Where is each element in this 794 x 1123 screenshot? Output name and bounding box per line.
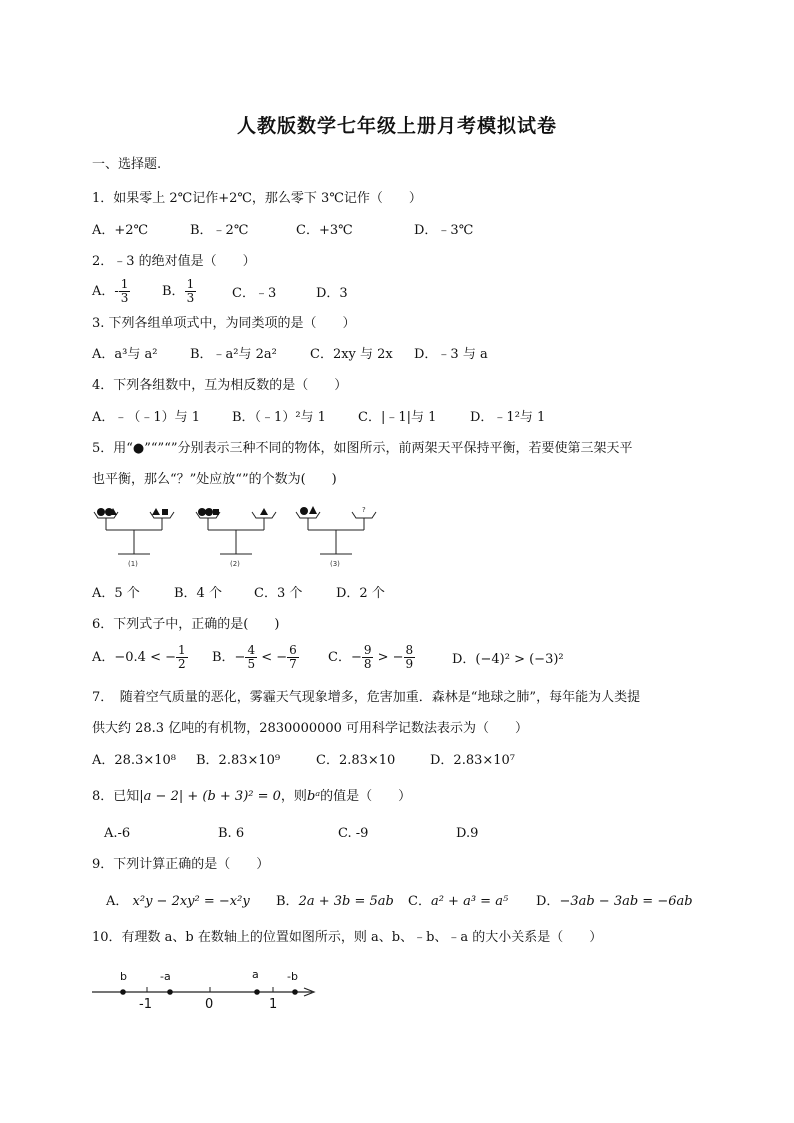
exam-title: 人教版数学七年级上册月考模拟试卷 (236, 115, 557, 137)
point-b (120, 989, 126, 995)
q6-option-c (328, 644, 415, 671)
point-a (254, 989, 260, 995)
q8-option-a: A.-6 (104, 826, 131, 841)
q9-option-b (276, 894, 394, 910)
balance-3 (296, 512, 376, 554)
section-heading: 一、选择题. (92, 157, 162, 172)
q6-b-denominator-2: 7 (289, 657, 297, 671)
q6-b-fraction-1 (245, 644, 257, 671)
q2-stem: 2．﹣3 的绝对值是（ ） (92, 254, 256, 269)
q6-option-a (92, 644, 188, 671)
cone-icon (309, 506, 317, 514)
q9-option-c (408, 894, 508, 910)
q6-c-denominator-2: 9 (405, 657, 414, 671)
q9-c-expression: a² + a³ = a⁵ (430, 894, 509, 909)
q3-option-a: A．a³与 a² (92, 347, 158, 362)
cone-icon (152, 508, 160, 515)
q8-power: bᵃ (306, 789, 321, 804)
q1-option-d: D．﹣3℃ (414, 223, 474, 238)
q6-c-numerator-2: 8 (405, 643, 414, 657)
q6-a-numerator: 1 (178, 643, 186, 657)
q8-stem (92, 789, 411, 805)
ball-icon (198, 508, 206, 516)
q9-option-d (536, 894, 693, 910)
q3-option-b: B．﹣a²与 2a² (190, 347, 277, 362)
q3-option-d: D．﹣3 与 a (414, 347, 488, 362)
q3-stem: 3. 下列各组单项式中，为同类项的是（ ） (92, 316, 356, 331)
q7-option-d: D．2.83×10⁷ (430, 753, 516, 768)
q6-c-fraction-2 (404, 644, 416, 671)
balance-3-caption: (3) (330, 560, 340, 568)
q9-a-label: A． (106, 894, 129, 909)
label-a: a (252, 968, 259, 981)
q7-option-c: C．2.83×10 (316, 753, 396, 768)
q6-c-numerator-1: 9 (363, 643, 372, 657)
q2-option-d: D．3 (316, 286, 348, 301)
cube-icon (162, 509, 168, 515)
ball-icon (205, 508, 213, 516)
q1-option-a: A．+2℃ (92, 223, 149, 238)
tick-label-0: 0 (205, 997, 214, 1012)
label-b: b (120, 970, 127, 983)
q4-option-a: A．﹣（﹣1）与 1 (92, 410, 201, 425)
q7-stem-line1: 7． 随着空气质量的恶化，雾霾天气现象增多，危害加重．森林是“地球之肺”，每年能为人类提 (92, 690, 641, 705)
q2-b-denominator: 3 (186, 291, 195, 305)
q9-b-expression: 2a + 3b = 5ab (298, 894, 394, 909)
q4-option-b: B．（﹣1）²与 1 (232, 410, 326, 425)
q2-option-a (92, 278, 130, 305)
q2-b-fraction (185, 278, 197, 305)
q5-stem-line1: 5．用“●”“”“”分别表示三种不同的物体，如图所示，前两架天平保持平衡，若要使第三架天平 (92, 441, 633, 456)
q5-option-d: D．2 个 (336, 586, 385, 601)
tick-label-minus-1: -1 (139, 997, 152, 1012)
q2-a-denominator: 3 (120, 291, 129, 305)
q6-b-numerator-1: 4 (247, 643, 256, 657)
q6-b-denominator-1: 5 (247, 657, 256, 671)
balance-1 (94, 512, 174, 554)
q9-stem: 9．下列计算正确的是（ ） (92, 857, 270, 872)
balance-2-caption: (2) (230, 560, 240, 568)
q9-option-a (106, 894, 250, 910)
q6-c-fraction-1 (362, 644, 374, 671)
q5-option-b: B．4 个 (174, 586, 222, 601)
q7-stem-line2: 供大约 28.3 亿吨的有机物，2830000000 可用科学记数法表示为（ ） (92, 721, 529, 736)
label-neg-a: -a (160, 970, 171, 983)
q4-option-c: C．|﹣1|与 1 (358, 410, 437, 425)
q6-stem: 6．下列式子中，正确的是( ) (92, 617, 280, 632)
q1-option-c: C．+3℃ (296, 223, 353, 238)
q5-option-a: A．5 个 (92, 586, 140, 601)
cone-icon (260, 508, 268, 515)
q9-c-label: C． (408, 894, 431, 909)
q8-stem-prefix: 8．已知 (92, 789, 140, 804)
q8-stem-suffix: 的值是（ ） (320, 789, 412, 804)
q6-c-prefix: C．− (328, 650, 362, 665)
q2-a-prefix: A．- (92, 284, 119, 299)
q1-stem: 1．如果零上 2℃记作+2℃，那么零下 3℃记作（ ） (92, 191, 422, 206)
q2-option-b (162, 278, 196, 305)
q8-formula: |a − 2| + (b + 3)² = 0 (139, 789, 281, 804)
q6-option-b (212, 644, 299, 671)
q7-option-b: B．2.83×10⁹ (196, 753, 281, 768)
number-line-figure (90, 962, 320, 1014)
balance-1-caption: (1) (128, 560, 138, 568)
q5-stem-line2: 也平衡，那么“？”处应放“”的个数为( ) (92, 472, 337, 487)
q6-b-relation: < − (257, 650, 288, 665)
q8-option-c: C. -9 (338, 826, 369, 841)
q9-d-label: D． (536, 894, 560, 909)
q4-stem: 4．下列各组数中，互为相反数的是（ ） (92, 378, 348, 393)
q2-b-numerator: 1 (186, 277, 195, 291)
q9-d-expression: −3ab − 3ab = −6ab (559, 894, 693, 909)
q6-a-denominator: 2 (178, 657, 186, 671)
q6-b-numerator-2: 6 (289, 643, 297, 657)
q9-b-label: B． (276, 894, 299, 909)
ball-icon (300, 507, 308, 515)
question-mark: ? (362, 506, 366, 514)
q2-a-fraction (119, 278, 131, 305)
point-neg-b (292, 989, 298, 995)
q6-c-denominator-1: 8 (363, 657, 372, 671)
q8-option-d: D.9 (456, 826, 479, 841)
q3-option-c: C．2xy 与 2x (310, 347, 393, 362)
q6-b-fraction-2 (287, 644, 299, 671)
balance-2 (196, 512, 276, 554)
q2-option-c: C．﹣3 (232, 286, 277, 301)
q7-option-a: A．28.3×10⁸ (92, 753, 176, 768)
q6-c-relation: > − (373, 650, 404, 665)
q2-b-prefix: B． (162, 284, 185, 299)
q6-option-d: D．(−4)² > (−3)² (452, 652, 564, 667)
q6-a-fraction (176, 644, 188, 671)
q1-option-b: B．﹣2℃ (190, 223, 249, 238)
balance-figure (92, 500, 392, 572)
q6-a-prefix: A．−0.4 < − (92, 650, 177, 665)
q4-option-d: D．﹣1²与 1 (470, 410, 546, 425)
ball-icon (97, 508, 105, 516)
q2-a-numerator: 1 (120, 277, 129, 291)
q8-stem-middle: ，则 (280, 789, 307, 804)
label-neg-b: -b (287, 970, 298, 983)
point-neg-a (167, 989, 173, 995)
q8-option-b: B. 6 (218, 826, 245, 841)
q5-option-c: C．3 个 (254, 586, 303, 601)
cube-icon (213, 509, 219, 515)
tick-label-1: 1 (269, 997, 278, 1012)
q6-b-prefix: B．− (212, 650, 246, 665)
q10-stem: 10．有理数 a、b 在数轴上的位置如图所示，则 a、b、﹣b、﹣a 的大小关系是（ ） (92, 930, 603, 945)
q9-a-expression: x²y − 2xy² = −x²y (132, 894, 250, 909)
